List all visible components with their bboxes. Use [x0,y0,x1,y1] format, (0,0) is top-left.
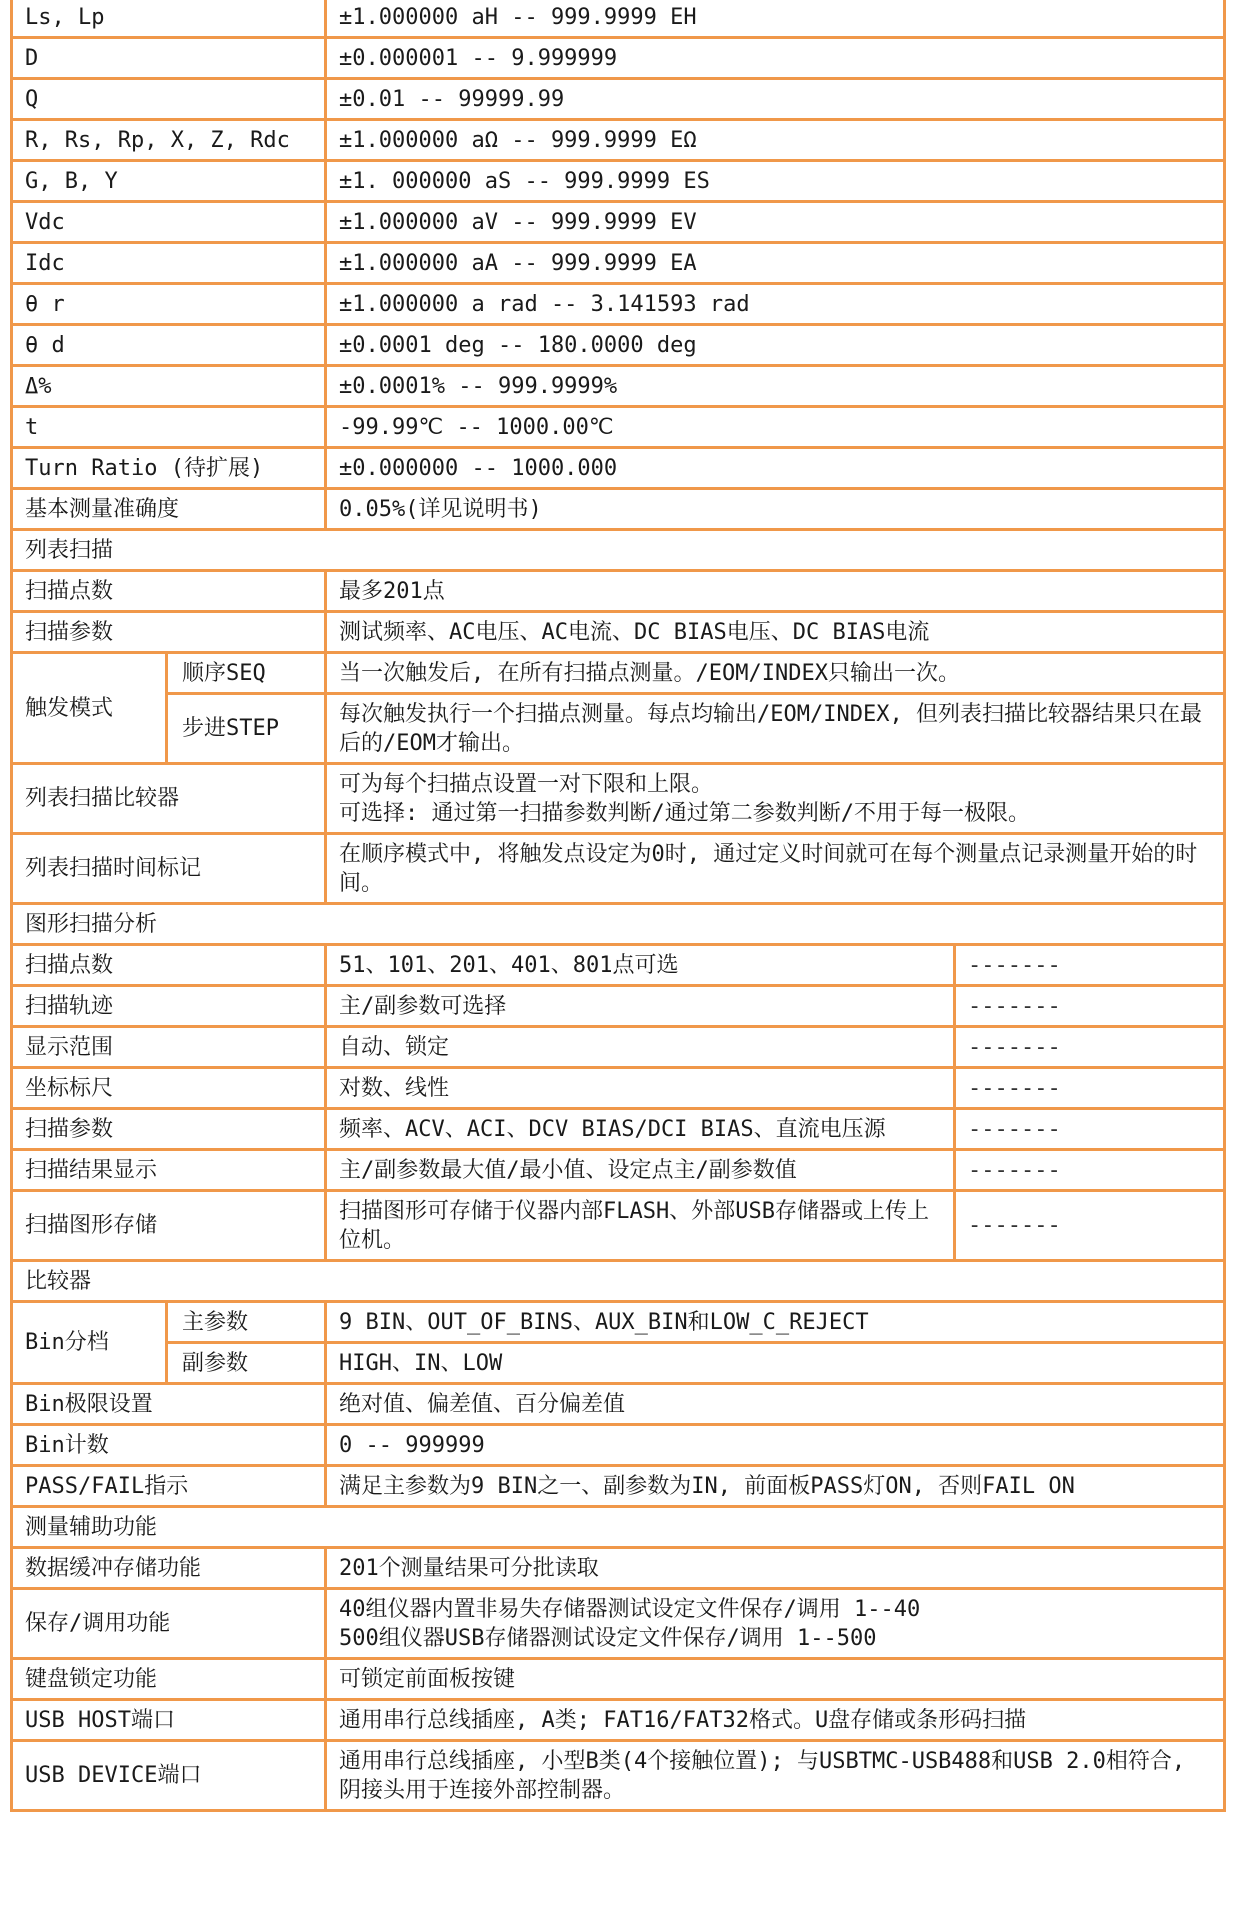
row-value: ±1.000000 aA -- 999.9999 EA [326,243,1225,284]
trigger-mode-label: 触发模式 [12,653,167,764]
spec-row [12,161,1225,202]
spec-row [12,1191,1225,1261]
spec-row [12,202,1225,243]
section-header-row [12,530,1225,571]
row-value: ±1.000000 a rad -- 3.141593 rad [326,284,1225,325]
row-label: θ r [12,284,326,325]
row-label: Q [12,79,326,120]
spec-row [12,1659,1225,1700]
row-label: Turn Ratio (待扩展) [12,448,326,489]
row-label: 扫描参数 [12,612,326,653]
row-value: 主/副参数最大值/最小值、设定点主/副参数值 [326,1150,955,1191]
row-value: ±0.01 -- 99999.99 [326,79,1225,120]
row-value [326,764,1225,834]
row-value: 0 -- 999999 [326,1425,1225,1466]
row-value: ±1. 000000 aS -- 999.9999 ES [326,161,1225,202]
step-label: 步进STEP [167,694,326,764]
row-label: 扫描参数 [12,1109,326,1150]
row-label: 保存/调用功能 [12,1589,326,1659]
seq-label: 顺序SEQ [167,653,326,694]
spec-row [12,0,1225,38]
spec-row [12,945,1225,986]
section-header-row [12,1261,1225,1302]
row-value: 扫描图形可存储于仪器内部FLASH、外部USB存储器或上传上位机。 [326,1191,955,1261]
row-value: ±1.000000 aH -- 999.9999 EH [326,0,1225,38]
spec-table-container [10,0,1223,1812]
comparator-line-1: 可为每个扫描点设置一对下限和上限。 [339,771,714,797]
row-extra: ------- [955,1027,1225,1068]
spec-row [12,1741,1225,1811]
spec-row [12,1109,1225,1150]
row-value: 频率、ACV、ACI、DCV BIAS/DCI BIAS、直流电压源 [326,1109,955,1150]
row-label: 扫描点数 [12,945,326,986]
spec-row [12,834,1225,904]
section-header-row [12,1507,1225,1548]
row-label: 扫描点数 [12,571,326,612]
spec-row [12,1700,1225,1741]
row-label: 扫描图形存储 [12,1191,326,1261]
row-value [326,1589,1225,1659]
row-label: USB HOST端口 [12,1700,326,1741]
row-label: Vdc [12,202,326,243]
section-title-list-scan: 列表扫描 [12,530,1225,571]
spec-row [12,694,1225,764]
row-label: Ls, Lp [12,0,326,38]
spec-row [12,1343,1225,1384]
spec-row [12,986,1225,1027]
row-label: t [12,407,326,448]
spec-row [12,1466,1225,1507]
row-label: 显示范围 [12,1027,326,1068]
row-value: 自动、锁定 [326,1027,955,1068]
row-value: 对数、线性 [326,1068,955,1109]
row-value: 201个测量结果可分批读取 [326,1548,1225,1589]
primary-label: 主参数 [167,1302,326,1343]
spec-row [12,448,1225,489]
row-label: 基本测量准确度 [12,489,326,530]
spec-row [12,325,1225,366]
row-value: 可锁定前面板按键 [326,1659,1225,1700]
row-extra: ------- [955,1191,1225,1261]
primary-value: 9 BIN、OUT_OF_BINS、AUX_BIN和LOW_C_REJECT [326,1302,1225,1343]
row-label: Δ% [12,366,326,407]
secondary-value: HIGH、IN、LOW [326,1343,1225,1384]
row-label: D [12,38,326,79]
row-value: ±0.000000 -- 1000.000 [326,448,1225,489]
row-label: R, Rs, Rp, X, Z, Rdc [12,120,326,161]
row-extra: ------- [955,1109,1225,1150]
spec-row [12,79,1225,120]
bin-label: Bin分档 [12,1302,167,1384]
row-label: Bin计数 [12,1425,326,1466]
row-value: ±0.0001 deg -- 180.0000 deg [326,325,1225,366]
spec-row [12,612,1225,653]
row-value: ±1.000000 aΩ -- 999.9999 EΩ [326,120,1225,161]
row-extra: ------- [955,1068,1225,1109]
section-title-graph-scan: 图形扫描分析 [12,904,1225,945]
row-label: 坐标标尺 [12,1068,326,1109]
row-value: -99.99℃ -- 1000.00℃ [326,407,1225,448]
row-label: USB DEVICE端口 [12,1741,326,1811]
spec-row [12,243,1225,284]
row-label: Idc [12,243,326,284]
step-value: 每次触发执行一个扫描点测量。每点均输出/EOM/INDEX, 但列表扫描比较器结果只在最后的/EOM才输出。 [326,694,1225,764]
row-label: G, B, Y [12,161,326,202]
secondary-label: 副参数 [167,1343,326,1384]
spec-row [12,1589,1225,1659]
row-value: 主/副参数可选择 [326,986,955,1027]
row-value: ±0.000001 -- 9.999999 [326,38,1225,79]
section-title-comparator: 比较器 [12,1261,1225,1302]
row-value: 51、101、201、401、801点可选 [326,945,955,986]
comparator-line-2: 可选择: 通过第一扫描参数判断/通过第二参数判断/不用于每一极限。 [339,800,1030,826]
spec-row [12,1150,1225,1191]
spec-row [12,1068,1225,1109]
row-value: 通用串行总线插座, 小型B类(4个接触位置); 与USBTMC-USB488和USB 2.0相符合, 阴接头用于连接外部控制器。 [326,1741,1225,1811]
row-label: 列表扫描比较器 [12,764,326,834]
spec-row [12,571,1225,612]
spec-row [12,1425,1225,1466]
spec-row [12,653,1225,694]
spec-table [10,0,1226,1812]
spec-row [12,1384,1225,1425]
seq-value: 当一次触发后, 在所有扫描点测量。/EOM/INDEX只输出一次。 [326,653,1225,694]
spec-row [12,407,1225,448]
row-value: 最多201点 [326,571,1225,612]
spec-row [12,489,1225,530]
spec-row [12,284,1225,325]
spec-row [12,366,1225,407]
spec-row [12,764,1225,834]
row-value: 满足主参数为9 BIN之一、副参数为IN, 前面板PASS灯ON, 否则FAIL ON [326,1466,1225,1507]
row-value: 在顺序模式中, 将触发点设定为0时, 通过定义时间就可在每个测量点记录测量开始的时间。 [326,834,1225,904]
row-extra: ------- [955,1150,1225,1191]
row-value: 绝对值、偏差值、百分偏差值 [326,1384,1225,1425]
section-header-row [12,904,1225,945]
row-label: Bin极限设置 [12,1384,326,1425]
row-extra: ------- [955,945,1225,986]
spec-row [12,38,1225,79]
save-line-1: 40组仪器内置非易失存储器测试设定文件保存/调用 1--40 [339,1596,921,1622]
row-label: 列表扫描时间标记 [12,834,326,904]
row-label: 扫描结果显示 [12,1150,326,1191]
row-label: 键盘锁定功能 [12,1659,326,1700]
row-value: 通用串行总线插座, A类; FAT16/FAT32格式。U盘存储或条形码扫描 [326,1700,1225,1741]
row-label: PASS/FAIL指示 [12,1466,326,1507]
row-value: ±0.0001% -- 999.9999% [326,366,1225,407]
row-label: 扫描轨迹 [12,986,326,1027]
spec-row [12,120,1225,161]
spec-row [12,1027,1225,1068]
row-value: ±1.000000 aV -- 999.9999 EV [326,202,1225,243]
spec-row [12,1302,1225,1343]
row-value: 测试频率、AC电压、AC电流、DC BIAS电压、DC BIAS电流 [326,612,1225,653]
row-label: 数据缓冲存储功能 [12,1548,326,1589]
row-extra: ------- [955,986,1225,1027]
spec-row [12,1548,1225,1589]
row-value: 0.05%(详见说明书) [326,489,1225,530]
row-label: θ d [12,325,326,366]
section-title-aux: 测量辅助功能 [12,1507,1225,1548]
save-line-2: 500组仪器USB存储器测试设定文件保存/调用 1--500 [339,1625,877,1651]
